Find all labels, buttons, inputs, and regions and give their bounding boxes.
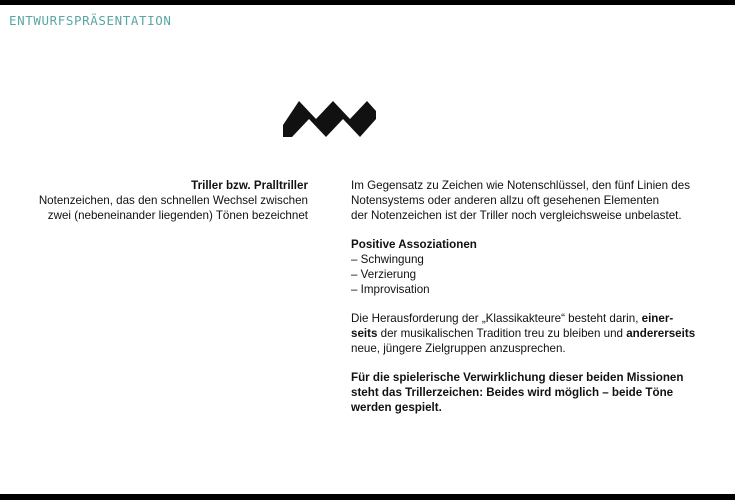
intro-line: der Notenzeichen ist der Triller noch vergleichsweise unbelastet.	[351, 208, 682, 222]
conclusion-line: steht das Trillerzeichen: Beides wird möglich – beide Töne	[351, 386, 674, 400]
challenge-emphasis: andererseits	[626, 326, 696, 340]
association-item: – Improvisation	[351, 282, 430, 296]
conclusion-line: Für die spielerische Verwirklichung dieser beiden Missionen	[351, 371, 684, 385]
definition-term: Triller bzw. Pralltriller	[191, 179, 308, 192]
top-border-bar	[0, 0, 735, 5]
challenge-line	[351, 312, 711, 327]
intro-line: Im Gegensatz zu Zeichen wie Notenschlüssel, den fünf Linien des	[351, 179, 690, 192]
trill-definition	[8, 179, 308, 223]
challenge-paragraph	[351, 312, 711, 356]
intro-line: Notensystems oder anderen allzu oft gesehenen Elementen	[351, 193, 660, 207]
challenge-text: der musikalischen Tradition treu zu bleiben und	[377, 326, 627, 340]
conclusion-paragraph	[351, 371, 711, 415]
description-text	[351, 179, 711, 431]
associations-block	[351, 238, 711, 297]
association-item: – Verzierung	[351, 267, 417, 281]
associations-heading: Positive Assoziationen	[351, 238, 477, 252]
challenge-text: Die Herausforderung der „Klassikakteure“ besteht darin,	[351, 312, 642, 326]
challenge-line	[351, 327, 711, 342]
bottom-border-bar	[0, 494, 735, 500]
conclusion-line: werden gespielt.	[351, 400, 442, 414]
intro-paragraph	[351, 179, 711, 223]
challenge-emphasis: einer-	[641, 312, 674, 326]
definition-line: zwei (nebeneinander liegenden) Tönen bezeichnet	[47, 208, 308, 222]
trill-icon	[283, 99, 376, 139]
challenge-emphasis: seits	[351, 326, 378, 340]
definition-line: Notenzeichen, das den schnellen Wechsel zwischen	[38, 193, 308, 207]
association-item: – Schwingung	[351, 252, 424, 266]
challenge-line: neue, jüngere Zielgruppen anzusprechen.	[351, 341, 566, 355]
page-header-title: ENTWURFSPRÄSENTATION	[9, 13, 172, 28]
